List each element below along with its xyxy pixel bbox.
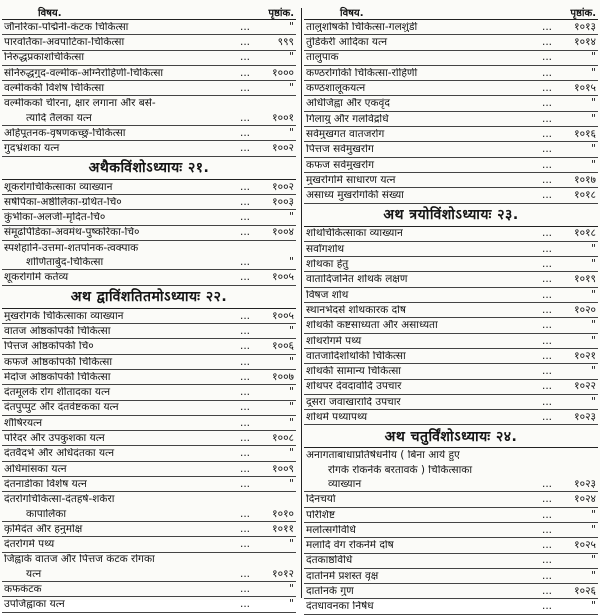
index-entry [2, 81, 296, 96]
entry-leader: ... [541, 82, 552, 95]
entry-leader: ... [541, 380, 552, 393]
entry-subject: वातज ओष्ठकोपकी चिकित्सा [4, 325, 111, 337]
index-entry [2, 477, 296, 492]
index-entry [2, 324, 296, 339]
entry-leader: ... [239, 386, 250, 399]
entry-subject: असाध्य मुखरोगोंकी संख्या [306, 190, 404, 201]
column-header [304, 5, 598, 20]
index-entry [2, 582, 296, 597]
index-entry [304, 463, 598, 477]
entry-subject: संनिरुद्धगुद-वल्मीक-अग्निरोहिणी-चिकित्सा [4, 67, 164, 79]
index-entry [2, 446, 296, 461]
entry-subject: गुदभ्रंशका यत्न [4, 143, 60, 154]
entry-subject: निरुद्धप्रकाशचिकित्सा [4, 52, 85, 63]
entry-page-number: १००५ [272, 271, 294, 284]
entry-subject: कफजे ओष्ठकोपकी चिकित्सा [4, 356, 113, 368]
index-entry [2, 355, 296, 370]
entry-leader: ... [239, 142, 250, 155]
entry-leader: ... [541, 143, 552, 156]
entry-subject: दंतकाष्ठविधि [306, 555, 353, 566]
entry-leader: ... [239, 82, 250, 95]
entry-subject: विषज शोथ [306, 289, 349, 301]
entry-page-number: " [289, 477, 294, 490]
entry-leader: ... [239, 598, 250, 611]
index-entry [2, 255, 296, 270]
entry-page-number: " [289, 211, 294, 224]
entry-subject: रोगके रोकनेके बरतावके ) चिकित्साका [328, 464, 473, 476]
index-entry [304, 477, 598, 492]
subject-header: विषय. [38, 8, 62, 19]
entry-page-number: १००२ [272, 142, 294, 155]
entry-subject: उपजिह्वाका यत्न [4, 599, 65, 610]
entry-leader: ... [541, 539, 552, 552]
index-entry [2, 385, 296, 400]
entry-leader: ... [541, 273, 552, 286]
entry-leader: ... [239, 522, 250, 535]
index-entry [304, 188, 598, 203]
entry-leader: ... [239, 416, 250, 429]
entry-page-number: १००४ [272, 226, 294, 239]
left-entries [2, 20, 296, 613]
entry-subject: अहिपूतनक-वृषणकच्छु-चिकित्सा [4, 127, 126, 139]
entry-subject: मुखरोगके चिकित्साका व्याख्यान [4, 310, 124, 322]
index-entry [2, 507, 296, 522]
index-entry [304, 96, 598, 111]
entry-page-number: " [591, 97, 596, 110]
index-entry [2, 462, 296, 477]
index-entry [304, 35, 598, 50]
entry-subject: अधिजिह्वा और एकवृंद [306, 98, 390, 109]
index-entry [304, 569, 598, 584]
entry-leader: ... [541, 523, 552, 536]
entry-subject: अनागताबाधाप्रतिषेधनीय ( बिना आये हुए [306, 450, 460, 461]
entry-page-number: " [289, 20, 294, 33]
chapter-heading: अथैकविंशोऽध्यायः २१. [2, 157, 296, 180]
entry-subject: स्पर्शहानि-उत्तमा-शतपोनक-त्वक्पाक [4, 242, 139, 254]
entry-page-number: " [591, 334, 596, 347]
index-entry [2, 111, 296, 126]
entry-subject: तालुशोषकी चिकित्सा-गलशुंडी [306, 21, 418, 33]
chapter-heading: अथ चतुर्विंशोऽध्यायः २४. [304, 425, 598, 448]
chapter-heading: अथ द्वाविंशतितमोऽध्यायः २२. [2, 286, 296, 309]
index-entry [304, 584, 598, 599]
entry-page-number: " [289, 386, 294, 399]
right-column [304, 5, 598, 615]
entry-subject: दंतपुप्पुट और दंतवेष्टकका यत्न [4, 402, 119, 413]
entry-page-number: १०१८ [574, 189, 596, 202]
index-entry [2, 66, 296, 81]
left-column [2, 5, 296, 613]
index-entry [2, 537, 296, 552]
entry-subject: दंतधावनका निषेध [306, 601, 374, 612]
entry-page-number: १०१४ [574, 36, 596, 49]
entry-leader: ... [239, 180, 250, 193]
entry-leader: ... [541, 477, 552, 490]
entry-leader: ... [541, 508, 552, 521]
entry-page-number: १०१३ [574, 20, 596, 33]
index-entry [2, 141, 296, 156]
entry-page-number: १०१८ [574, 227, 596, 240]
index-entry [304, 448, 598, 462]
index-entry [304, 142, 598, 157]
entry-subject: दातोनमें प्रशस्त वृक्ष [306, 570, 379, 582]
entry-page-number: १००६ [272, 340, 294, 353]
index-entry [2, 339, 296, 354]
index-entry [2, 20, 296, 35]
entry-subject: पित्तज सर्वमुखरोग [306, 144, 374, 155]
entry-leader: ... [239, 20, 250, 33]
entry-leader: ... [541, 334, 552, 347]
index-entry [2, 567, 296, 582]
entry-subject: मुखरोगोंमें साधारण यत्न [306, 174, 396, 186]
entry-subject: कण्ठरोगोंकी चिकित्सा-रोहिणी [306, 67, 418, 79]
entry-subject: शोणितार्बुद-चिकित्सा [26, 257, 104, 268]
entry-page-number: " [289, 256, 294, 269]
entry-page-number: " [289, 82, 294, 95]
entry-leader: ... [541, 36, 552, 49]
entry-subject: कृमिदंत और हनुमोक्ष [4, 523, 83, 535]
entry-leader: ... [541, 20, 552, 33]
entry-subject: शोथकी सामान्य चिकित्सा [306, 366, 402, 377]
index-entry [2, 210, 296, 225]
index-entry [2, 309, 296, 324]
entry-page-number: १००१ [272, 111, 294, 124]
index-entry [304, 173, 598, 188]
entry-leader: ... [239, 340, 250, 353]
entry-page-number: १००२ [272, 180, 294, 193]
entry-subject: शोथरोगमें पथ्य [306, 335, 362, 347]
entry-page-number: १०१७ [574, 173, 596, 186]
entry-subject: वातादिजनित शोथके लक्षण [306, 274, 408, 285]
entry-subject: वल्मीककी विशेष चिकित्सा [4, 83, 105, 94]
index-entry [304, 523, 598, 538]
entry-subject: दंतवैदर्भ और अधिदंतका यत्न [4, 448, 115, 459]
subject-header: विषय. [340, 8, 364, 19]
entry-leader: ... [239, 538, 250, 551]
entry-page-number: १०१५ [574, 82, 596, 95]
entry-page-number: १०१६ [574, 127, 596, 140]
entry-leader: ... [239, 462, 250, 475]
entry-leader: ... [239, 256, 250, 269]
entry-leader: ... [541, 189, 552, 202]
index-entry [304, 303, 598, 318]
entry-page-number: १०१९ [574, 273, 596, 286]
index-entry [2, 51, 296, 66]
entry-leader: ... [541, 227, 552, 240]
index-entry [304, 81, 598, 96]
index-entry [2, 126, 296, 141]
entry-leader: ... [541, 303, 552, 316]
index-entry [304, 380, 598, 395]
entry-page-number: १०१२ [272, 567, 294, 580]
entry-page-number: १००५ [272, 309, 294, 322]
entry-page-number: " [591, 600, 596, 613]
entry-leader: ... [541, 51, 552, 64]
entry-subject: वल्मीकको चीरना, क्षार लगाना और बसे- [4, 98, 156, 109]
entry-page-number: १०११ [272, 522, 294, 535]
index-entry [2, 96, 296, 110]
entry-subject: मलादि वेग रोकनेमें दोष [306, 540, 394, 551]
entry-page-number: " [289, 447, 294, 460]
entry-page-number: " [591, 258, 596, 271]
entry-subject: यत्न [26, 568, 42, 580]
entry-subject: शूकरोगचिकित्साका व्याख्यान [4, 181, 113, 193]
index-entry [304, 127, 598, 142]
entry-subject: परिशिष्ट [306, 509, 335, 520]
entry-page-number: " [289, 126, 294, 139]
entry-subject: गिलायु और गलविद्रधि [306, 113, 389, 125]
index-entry [304, 112, 598, 127]
entry-subject: जिह्वाके वातज और पित्तज कंटक रोगका [4, 554, 155, 565]
entry-leader: ... [541, 97, 552, 110]
index-entry [304, 349, 598, 364]
entry-leader: ... [239, 66, 250, 79]
entry-leader: ... [239, 432, 250, 445]
entry-page-number: " [591, 508, 596, 521]
entry-page-number: " [591, 319, 596, 332]
entry-subject: मेदोज ओष्ठकोपकी चिकित्सा [4, 371, 111, 383]
entry-page-number: " [591, 242, 596, 255]
entry-leader: ... [541, 349, 552, 362]
entry-subject: सर्षपिका-अष्ठीलिका-ग्रथित-चि० [4, 196, 122, 208]
entry-subject: शोथकी कष्टसाध्यता और असाध्यता [306, 320, 438, 331]
entry-page-number: १००८ [272, 432, 294, 445]
entry-leader: ... [541, 365, 552, 378]
index-entry [304, 242, 598, 257]
entry-page-number: " [289, 582, 294, 595]
entry-leader: ... [239, 271, 250, 284]
index-entry [2, 241, 296, 255]
entry-leader: ... [239, 324, 250, 337]
entry-subject: शोथमें पथ्यापथ्य [306, 412, 368, 423]
right-entries [304, 20, 598, 615]
entry-page-number: " [591, 365, 596, 378]
entry-subject: दंतरोगचिकित्सा-दंतहर्ष-शर्करा [4, 494, 115, 505]
entry-subject: तुंडिकेरी आदिका यत्न [306, 37, 388, 48]
entry-leader: ... [239, 126, 250, 139]
entry-page-number: १०२१ [574, 349, 596, 362]
entry-leader: ... [239, 401, 250, 414]
entry-subject: दूसरा जवाखारादि उपचार [306, 396, 401, 408]
entry-page-number: " [289, 355, 294, 368]
entry-leader: ... [541, 288, 552, 301]
index-entry [304, 538, 598, 553]
index-entry [2, 226, 296, 241]
index-entry [2, 416, 296, 431]
entry-subject: व्याख्यान [328, 478, 362, 490]
entry-leader: ... [239, 477, 250, 490]
index-entry [304, 272, 598, 287]
entry-leader: ... [239, 51, 250, 64]
entry-subject: सर्वमुखगत वातजरोग [306, 128, 385, 140]
entry-leader: ... [541, 66, 552, 79]
entry-page-number: १००९ [272, 462, 294, 475]
entry-subject: दंतनाडीका विशेष यत्न [4, 478, 87, 490]
column-divider [301, 8, 302, 598]
entry-page-number: " [289, 416, 294, 429]
entry-page-number: " [591, 66, 596, 79]
index-entry [304, 410, 598, 425]
index-entry [304, 20, 598, 35]
entry-subject: शूकरोगोंमें कर्तव्य [4, 272, 69, 283]
entry-page-number: " [289, 51, 294, 64]
entry-page-number: " [591, 288, 596, 301]
column-header [2, 5, 296, 20]
entry-page-number: १०२२ [574, 380, 596, 393]
entry-leader: ... [239, 211, 250, 224]
entry-leader: ... [239, 36, 250, 49]
index-entry [304, 599, 598, 614]
entry-leader: ... [541, 600, 552, 613]
index-entry [2, 270, 296, 285]
entry-page-number: १०२० [574, 303, 596, 316]
entry-page-number: " [289, 538, 294, 551]
entry-leader: ... [541, 395, 552, 408]
entry-subject: त्यादि तैलका यत्न [26, 112, 92, 124]
entry-subject: अधिमांसका यत्न [4, 463, 67, 475]
index-entry [304, 364, 598, 379]
index-entry [2, 180, 296, 195]
entry-page-number: १०२५ [574, 539, 596, 552]
entry-leader: ... [239, 355, 250, 368]
index-entry [2, 553, 296, 567]
entry-leader: ... [239, 309, 250, 322]
entry-subject: शोथका हेतु [306, 259, 349, 270]
entry-page-number: " [289, 324, 294, 337]
index-entry [304, 257, 598, 272]
index-entry [2, 35, 296, 50]
entry-subject: सर्वांगशोथ [306, 243, 345, 255]
index-entry [304, 288, 598, 303]
entry-page-number: " [591, 395, 596, 408]
entry-page-number: १०२३ [574, 411, 596, 424]
entry-leader: ... [541, 584, 552, 597]
entry-leader: ... [239, 447, 250, 460]
index-entry [304, 508, 598, 523]
entry-leader: ... [541, 173, 552, 186]
index-entry [2, 522, 296, 537]
index-entry [304, 395, 598, 410]
index-entry [304, 158, 598, 173]
entry-subject: शोथपर देवदार्वादि उपचार [306, 381, 402, 392]
index-entry [304, 66, 598, 81]
entry-leader: ... [541, 158, 552, 171]
entry-subject: स्थानभेदसे शोथकारक दोष [306, 304, 406, 316]
entry-leader: ... [541, 569, 552, 582]
entry-leader: ... [239, 507, 250, 520]
entry-leader: ... [239, 370, 250, 383]
index-entry [2, 431, 296, 446]
entry-page-number: " [289, 598, 294, 611]
index-entry [2, 401, 296, 416]
entry-leader: ... [239, 111, 250, 124]
entry-subject: संमूढपिडिका-अवमंथ-पुष्करिका-चि० [4, 227, 140, 238]
entry-subject: कफज सर्वमुखरोग [306, 159, 375, 171]
entry-page-number: " [591, 554, 596, 567]
entry-page-number: " [591, 158, 596, 171]
entry-subject: दंतमूलके रोग शीतादका यत्न [4, 387, 111, 398]
entry-subject: शौषिरयत्न [4, 417, 43, 429]
index-entry [304, 554, 598, 569]
entry-subject: शोथचिकित्साका व्याख्यान [306, 228, 403, 239]
entry-page-number: १०२४ [574, 493, 596, 506]
index-entry [2, 370, 296, 385]
entry-subject: दंतरोगमें पथ्य [4, 539, 55, 550]
entry-subject: तालुपाक [306, 52, 339, 63]
entry-leader: ... [541, 112, 552, 125]
chapter-heading: अथ त्रयोविंशोऽध्यायः २३. [304, 204, 598, 227]
entry-subject: दातोनके गुण [306, 585, 354, 597]
entry-page-number: " [289, 401, 294, 414]
entry-leader: ... [239, 582, 250, 595]
entry-page-number: " [591, 143, 596, 156]
entry-leader: ... [541, 554, 552, 567]
index-entry [304, 334, 598, 349]
entry-subject: कण्ठशालूकयत्न [306, 83, 366, 94]
entry-page-number: १००७ [272, 370, 294, 383]
entry-subject: कुंभीका-अलजी-मृदित-चि० [4, 212, 106, 223]
page-number-header: पृष्ठांक. [570, 8, 596, 19]
entry-subject: जौंनरिका-पद्मिनी-कंटक चिकित्सा [4, 21, 129, 33]
entry-leader: ... [541, 319, 552, 332]
entry-subject: कापालिका [26, 508, 67, 519]
entry-page-number: " [591, 523, 596, 536]
index-entry [304, 227, 598, 242]
entry-page-number: " [591, 569, 596, 582]
index-entry [304, 51, 598, 66]
index-entry [304, 492, 598, 507]
page-number-header: पृष्ठांक. [268, 8, 294, 19]
entry-page-number: १०२३ [574, 477, 596, 490]
entry-subject: कफकंटक [4, 583, 42, 595]
entry-leader: ... [541, 493, 552, 506]
entry-leader: ... [239, 195, 250, 208]
entry-subject: पारवर्तिका-अवपाटिका-चिकित्सा [4, 37, 125, 48]
entry-leader: ... [239, 226, 250, 239]
entry-leader: ... [541, 127, 552, 140]
entry-subject: दिनचर्या [306, 494, 336, 505]
entry-leader: ... [239, 567, 250, 580]
entry-page-number: " [591, 51, 596, 64]
index-entry [2, 492, 296, 506]
entry-page-number: १०१० [272, 507, 294, 520]
entry-subject: वातजादिशोथोंकी चिकित्सा [306, 350, 406, 362]
index-entry [2, 195, 296, 210]
entry-page-number: १०२६ [574, 584, 596, 597]
index-entry [304, 318, 598, 333]
entry-page-number: १००३ [272, 195, 294, 208]
entry-subject: पित्तज ओष्ठकोपकी चि० [4, 341, 94, 352]
entry-leader: ... [541, 258, 552, 271]
entry-leader: ... [541, 242, 552, 255]
entry-leader: ... [541, 411, 552, 424]
entry-subject: मलोत्सर्गविधि [306, 524, 356, 536]
entry-page-number: ९९९ [277, 36, 294, 49]
entry-page-number: " [591, 112, 596, 125]
entry-subject: परिदर और उपकुशका यत्न [4, 433, 105, 444]
entry-page-number: १००० [272, 66, 294, 79]
